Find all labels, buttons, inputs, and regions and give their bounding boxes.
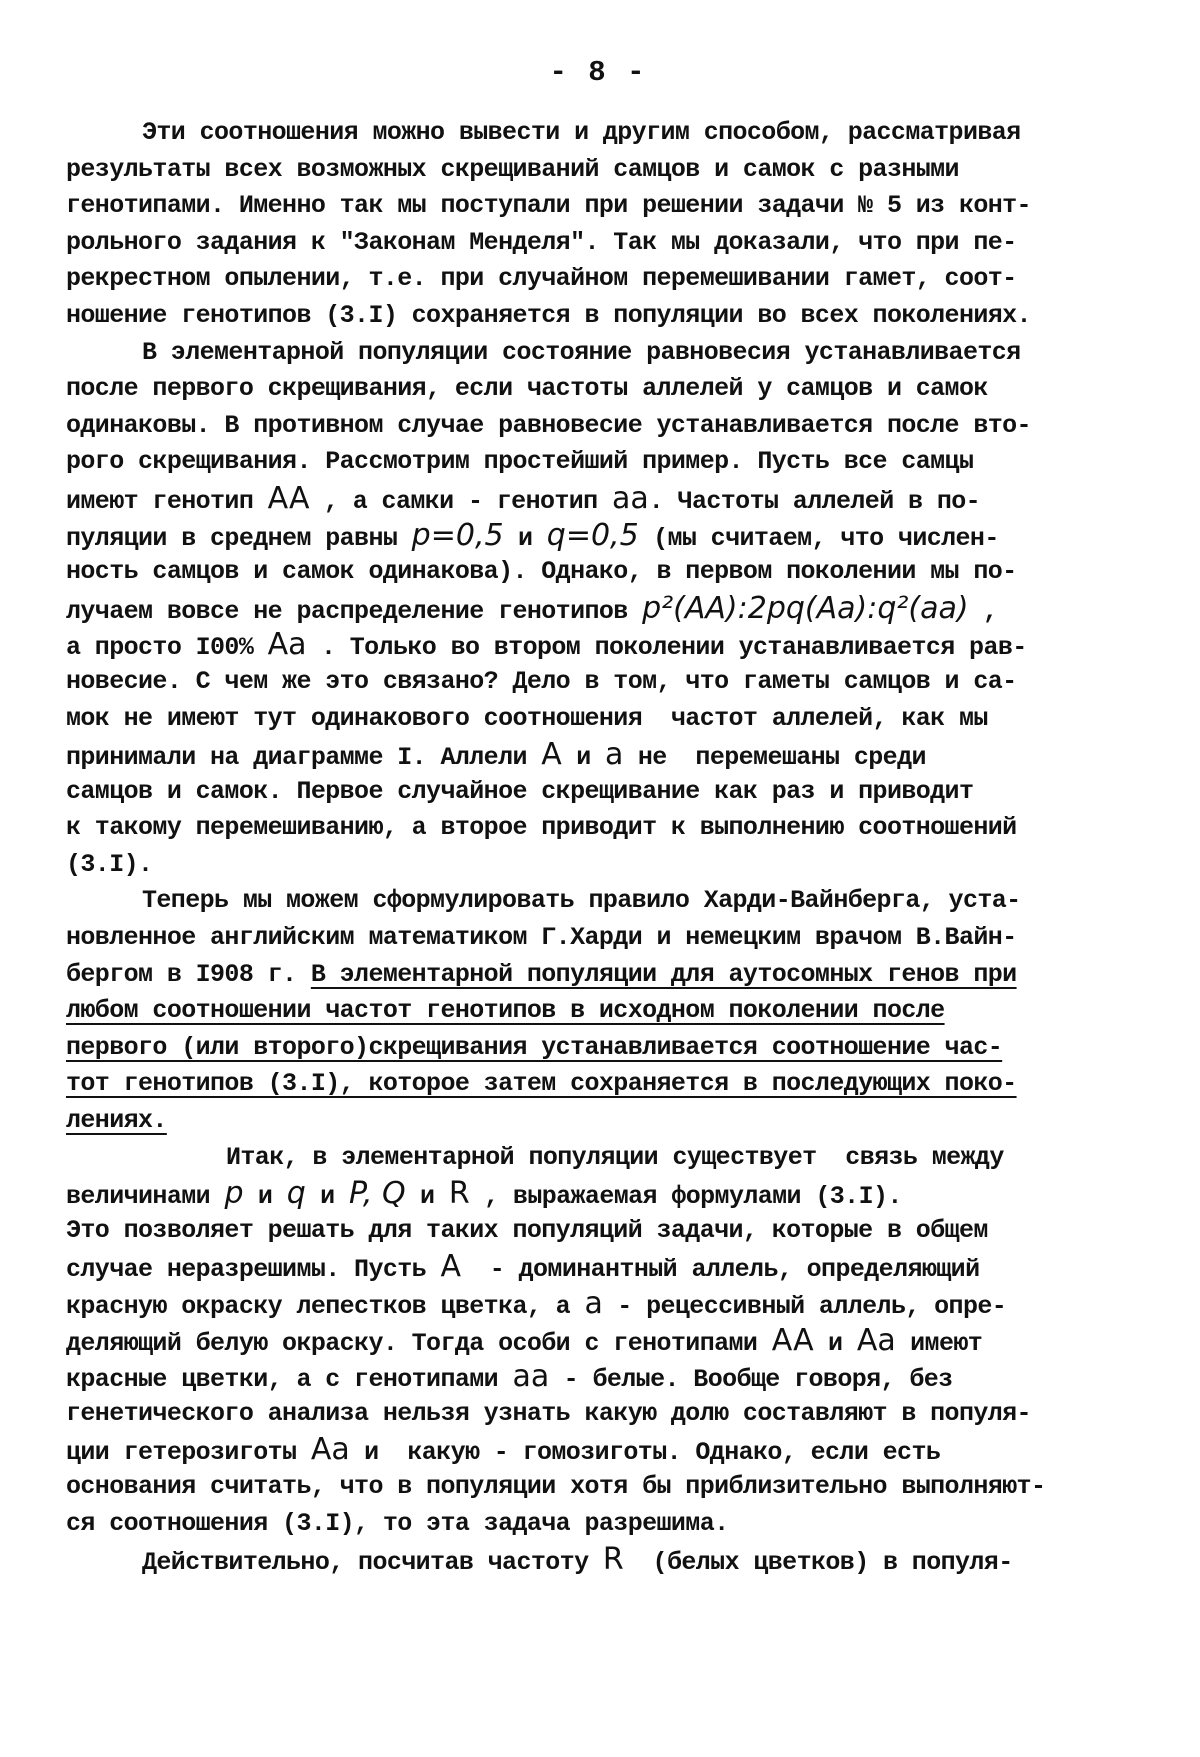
text-line	[66, 481, 1130, 518]
text-line: Итак, в элементарной популяции существует связь между	[226, 1142, 1004, 1172]
text-line: новесие. С чем же это связано? Дело в том, что гаметы самцов и са-	[66, 666, 1017, 696]
text-line	[66, 993, 1130, 1030]
text-run: Действительно, посчитав частоту	[142, 1548, 603, 1578]
text-run: ции гетерозиготы	[66, 1438, 311, 1468]
text-line: рекрестном опылении, т.е. при случайном перемешивании гамет, соот-	[66, 264, 1017, 294]
text-run: , выражаемая формулами (3.I).	[469, 1182, 902, 1212]
text-run: и какую - гомозиготы. Однако, если есть	[349, 1438, 941, 1468]
text-run: пуляции в среднем равны	[66, 523, 412, 553]
hardy-weinberg-rule: лениях.	[66, 1106, 167, 1136]
text-run: - доминантный аллель, определяющий	[461, 1255, 980, 1285]
text-run: имеют генотип	[66, 486, 268, 516]
variable-symbol: p	[224, 1176, 244, 1212]
text-line: мок не имеют тут одинакового соотношения частот аллелей, как мы	[66, 703, 988, 733]
text-line: ность самцов и самок одинакова). Однако, в первом поколении мы по-	[66, 557, 1017, 587]
distribution-formula: p²(AA):2pq(Aa):q²(aa)	[642, 590, 969, 626]
text-run: (белых цветков) в популя-	[623, 1548, 1013, 1578]
variable-symbol: R	[448, 1176, 470, 1212]
hardy-weinberg-rule: любом соотношении частот генотипов в исходном поколении после	[66, 996, 945, 1026]
allele-symbol: A	[440, 1249, 461, 1285]
text-run: . Частоты аллелей в по-	[648, 486, 981, 516]
text-line	[66, 737, 1130, 774]
text-run: и	[561, 743, 606, 773]
allele-symbol: a	[584, 1286, 603, 1321]
text-line	[66, 591, 1130, 628]
genotype-formula: aa	[512, 1359, 550, 1395]
text-line	[66, 1542, 1130, 1579]
allele-symbol: A	[541, 737, 562, 773]
text-line: Это позволяет решать для таких популяций задачи, которые в общем	[66, 1215, 988, 1245]
text-run: (мы считаем, что числен-	[638, 523, 999, 553]
text-line: генетического анализа нельзя узнать какую долю составляют в популя-	[66, 1398, 1031, 1428]
genotype-formula: AA	[267, 480, 310, 516]
variable-symbol: P, Q	[348, 1176, 406, 1212]
variable-symbol: q	[286, 1176, 306, 1212]
text-run: и	[243, 1182, 287, 1212]
text-run: и	[305, 1182, 349, 1212]
text-line: одинаковы. В противном случае равновесие устанавливается после вто-	[66, 410, 1031, 440]
text-run: и	[405, 1182, 449, 1212]
paragraph-2	[66, 335, 1130, 884]
text-line: основания считать, что в популяции хотя бы приблизительно выполняют-	[66, 1471, 1046, 1501]
text-run: не перемешаны среди	[623, 743, 926, 773]
text-line	[66, 1359, 1130, 1396]
text-line	[66, 1066, 1130, 1103]
text-run: деляющий белую окраску. Тогда особи с генотипами	[66, 1328, 772, 1358]
frequency-formula: q=0,5	[546, 517, 639, 553]
genotype-formula: aa	[611, 480, 649, 516]
genotype-formula: AA	[771, 1322, 814, 1358]
text-line: Эти соотношения можно вывести и другим способом, рассматривая	[142, 118, 1021, 147]
genotype-formula: Aa	[267, 627, 307, 663]
frequency-formula: p=0,5	[411, 517, 504, 553]
text-run: - белые. Вообще говоря, без	[549, 1365, 953, 1395]
text-line	[66, 1432, 1130, 1469]
text-line: после первого скрещивания, если частоты аллелей у самцов и самок	[66, 374, 988, 404]
text-run: красные цветки, а с генотипами	[66, 1365, 513, 1395]
paragraph-3	[66, 883, 1130, 1139]
text-run: ,	[968, 596, 998, 626]
text-line: рольного задания к "Законам Менделя". Так мы доказали, что при пе-	[66, 227, 1017, 257]
text-line	[66, 627, 1130, 664]
hardy-weinberg-rule: тот генотипов (3.I), которое затем сохраняется в последующих поко-	[66, 1069, 1017, 1099]
paragraph-5	[66, 1542, 1130, 1579]
text-line: рого скрещивания. Рассмотрим простейший пример. Пусть все самцы	[66, 447, 974, 477]
text-run: принимали на диаграмме I. Аллели	[66, 743, 542, 773]
text-line: ношение генотипов (3.I) сохраняется в популяции во всех поколениях.	[66, 300, 1031, 330]
text-line: ся соотношения (3.I), то эта задача разрешима.	[66, 1508, 729, 1538]
text-line: генотипами. Именно так мы поступали при решении задачи № 5 из конт-	[66, 191, 1031, 221]
genotype-formula: Aa	[310, 1432, 350, 1468]
text-line	[66, 1176, 1130, 1213]
text-run: и	[813, 1328, 857, 1358]
text-line: к такому перемешиванию, а второе приводит к выполнению соотношений	[66, 813, 1017, 843]
text-run: и	[503, 523, 547, 553]
page-number: - 8 -	[549, 56, 647, 89]
text-line	[66, 957, 1130, 994]
text-line: результаты всех возможных скрещиваний самцов и самок с разными	[66, 154, 959, 184]
text-run: бергом в I908 г.	[66, 959, 311, 989]
paragraph-1	[66, 115, 1130, 335]
text-run: , а самки - генотип	[309, 486, 612, 516]
hardy-weinberg-rule: первого (или второго)скрещивания устанавливается соотношение час-	[66, 1032, 1003, 1062]
text-run: лучаем вовсе не распределение генотипов	[66, 596, 643, 626]
text-line	[66, 1103, 1130, 1140]
allele-symbol: a	[605, 737, 624, 773]
text-run: . Только во втором поколении устанавливается рав-	[306, 633, 1027, 663]
text-line: самцов и самок. Первое случайное скрещивание как раз и приводит	[66, 776, 974, 806]
text-line: Теперь мы можем сформулировать правило Харди-Вайнберга, уста-	[142, 886, 1021, 916]
genotype-formula: Aa	[856, 1322, 896, 1358]
text-run: красную окраску лепестков цветка, а	[66, 1292, 585, 1321]
text-run: величинами	[66, 1182, 225, 1212]
text-line	[66, 1323, 1130, 1360]
variable-symbol: R	[602, 1542, 624, 1578]
text-line: новленное английским математиком Г.Харди и немецким врачом В.Вайн-	[66, 923, 1017, 953]
text-run: а просто I00%	[66, 633, 268, 663]
text-run: случае неразрешимы. Пусть	[66, 1255, 441, 1285]
text-run: имеют	[895, 1328, 983, 1358]
text-line	[66, 518, 1130, 555]
text-line	[66, 1030, 1130, 1067]
text-line: (3.I).	[66, 849, 153, 879]
hardy-weinberg-rule: В элементарной популяции для аутосомных генов при	[310, 959, 1017, 989]
text-line	[66, 1249, 1130, 1286]
paragraph-4	[66, 1140, 1130, 1543]
text-run: - рецессивный аллель, опре-	[602, 1292, 1007, 1321]
text-line: В элементарной популяции состояние равновесия устанавливается	[142, 337, 1021, 367]
text-line	[66, 1286, 1130, 1323]
